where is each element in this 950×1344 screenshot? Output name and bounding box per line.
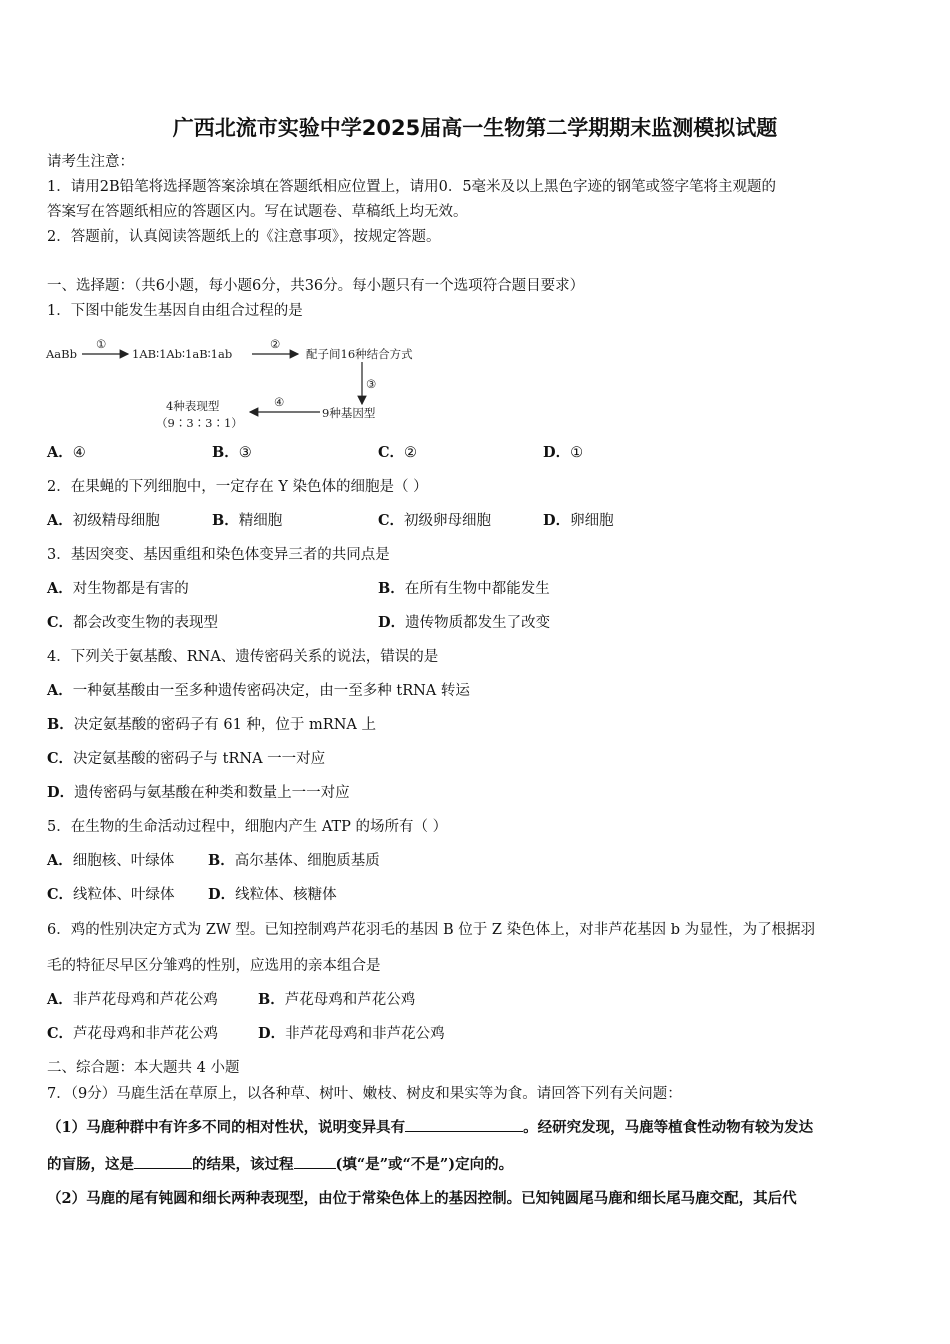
q1-option-d[interactable]: D．① xyxy=(543,444,584,461)
notice-heading: 请考生注意： xyxy=(47,154,134,170)
question-5-stem: 5．在生物的生命活动过程中，细胞内产生 ATP 的场所有（ ） xyxy=(47,819,448,835)
question-4-stem: 4．下列关于氨基酸、RNA、遗传密码关系的说法，错误的是 xyxy=(47,649,439,665)
q5-option-a[interactable]: A．细胞核、叶绿体 xyxy=(47,852,175,869)
q6-option-d[interactable]: D．非芦花母鸡和非芦花公鸡 xyxy=(258,1025,445,1042)
diagram-node-phenotypes: 4种表现型 xyxy=(166,399,220,413)
q1-option-c[interactable]: C．② xyxy=(378,444,418,461)
question-3-stem: 3．基因突变、基因重组和染色体变异三者的共同点是 xyxy=(47,547,390,563)
diagram-node-gametes: 1AB∶1Ab∶1aB∶1ab xyxy=(132,347,233,361)
notice-item-1a: 1．请用2B铅笔将选择题答案涂填在答题纸相应位置上，请用0．5毫米及以上黑色字迹的钢笔或签字笔将主观题的 xyxy=(47,179,777,195)
question-6-stem-line-1: 6．鸡的性别决定方式为 ZW 型。已知控制鸡芦花羽毛的基因 B 位于 Z 染色体上，对非芦花基因 b 为显性，为了根据羽 xyxy=(47,922,816,938)
diagram-step-4: ④ xyxy=(274,395,285,409)
diagram-node-ratio: （9∶3∶3∶1） xyxy=(156,416,243,430)
q3-option-b[interactable]: B．在所有生物中都能发生 xyxy=(378,580,550,597)
question-2-stem: 2．在果蝇的下列细胞中，一定存在 Y 染色体的细胞是（ ） xyxy=(47,479,428,495)
question-7-part-1-line-1: （1）马鹿种群中有许多不同的相对性状，说明变异具有 。经研究发现，马鹿等植食性动物有较为发达 xyxy=(47,1119,814,1136)
diagram-step-3: ③ xyxy=(366,377,377,391)
diagram-step-2: ② xyxy=(270,337,281,351)
q4-option-d[interactable]: D．遗传密码与氨基酸在种类和数量上一一对应 xyxy=(47,784,350,801)
section-2-heading: 二、综合题：本大题共 4 小题 xyxy=(47,1060,240,1076)
notice-item-1b: 答案写在答题纸相应的答题区内。写在试题卷、草稿纸上均无效。 xyxy=(47,204,468,220)
q4-option-b[interactable]: B．决定氨基酸的密码子有 61 种，位于 mRNA 上 xyxy=(47,716,376,733)
answer-blank-3[interactable] xyxy=(294,1154,336,1169)
q3-option-a[interactable]: A．对生物都是有害的 xyxy=(47,580,189,597)
diagram-step-1: ① xyxy=(96,337,107,351)
question-7-stem: 7．（9分）马鹿生活在草原上，以各种草、树叶、嫩枝、树皮和果实等为食。请回答下列有关问题： xyxy=(47,1086,682,1102)
q5-option-b[interactable]: B．高尔基体、细胞质基质 xyxy=(208,852,380,869)
q6-option-b[interactable]: B．芦花母鸡和芦花公鸡 xyxy=(258,991,416,1008)
notice-item-2: 2．答题前，认真阅读答题纸上的《注意事项》，按规定答题。 xyxy=(47,229,441,245)
question-7-part-2: （2）马鹿的尾有钝圆和细长两种表现型，由位于常染色体上的基因控制。已知钝圆尾马鹿和细长尾马鹿交配，其后代 xyxy=(47,1190,797,1207)
question-7-part-1-line-2: 的盲肠，这是 的结果，该过程 (填“是”或“不是”)定向的。 xyxy=(47,1156,514,1173)
q4-option-c[interactable]: C．决定氨基酸的密码子与 tRNA 一一对应 xyxy=(47,750,326,767)
q4-option-a[interactable]: A．一种氨基酸由一至多种遗传密码决定，由一至多种 tRNA 转运 xyxy=(47,682,470,699)
answer-blank-1[interactable] xyxy=(405,1117,523,1132)
q2-option-b[interactable]: B．精细胞 xyxy=(212,512,283,529)
q2-option-a[interactable]: A．初级精母细胞 xyxy=(47,512,160,529)
section-1-heading: 一、选择题：（共6小题，每小题6分，共36分。每小题只有一个选项符合题目要求） xyxy=(47,278,585,294)
gene-combination-diagram xyxy=(44,332,464,432)
question-6-stem-line-2: 毛的特征尽早区分雏鸡的性别，应选用的亲本组合是 xyxy=(47,958,381,974)
question-1-stem: 1．下图中能发生基因自由组合过程的是 xyxy=(47,303,303,319)
q2-option-c[interactable]: C．初级卵母细胞 xyxy=(378,512,492,529)
diagram-node-aabb: AaBb xyxy=(46,347,77,361)
q5-option-d[interactable]: D．线粒体、核糖体 xyxy=(208,886,337,903)
q5-option-c[interactable]: C．线粒体、叶绿体 xyxy=(47,886,175,903)
q3-option-d[interactable]: D．遗传物质都发生了改变 xyxy=(378,614,551,631)
q3-option-c[interactable]: C．都会改变生物的表现型 xyxy=(47,614,219,631)
diagram-node-combinations: 配子间16种结合方式 xyxy=(306,347,413,361)
diagram-node-genotypes: 9种基因型 xyxy=(322,406,376,420)
q1-option-a[interactable]: A．④ xyxy=(47,444,86,461)
q6-option-c[interactable]: C．芦花母鸡和非芦花公鸡 xyxy=(47,1025,219,1042)
q2-option-d[interactable]: D．卵细胞 xyxy=(543,512,614,529)
page-title: 广西北流市实验中学2025届高一生物第二学期期末监测模拟试题 xyxy=(172,116,778,140)
answer-blank-2[interactable] xyxy=(134,1154,192,1169)
q1-option-b[interactable]: B．③ xyxy=(212,444,252,461)
q6-option-a[interactable]: A．非芦花母鸡和芦花公鸡 xyxy=(47,991,218,1008)
